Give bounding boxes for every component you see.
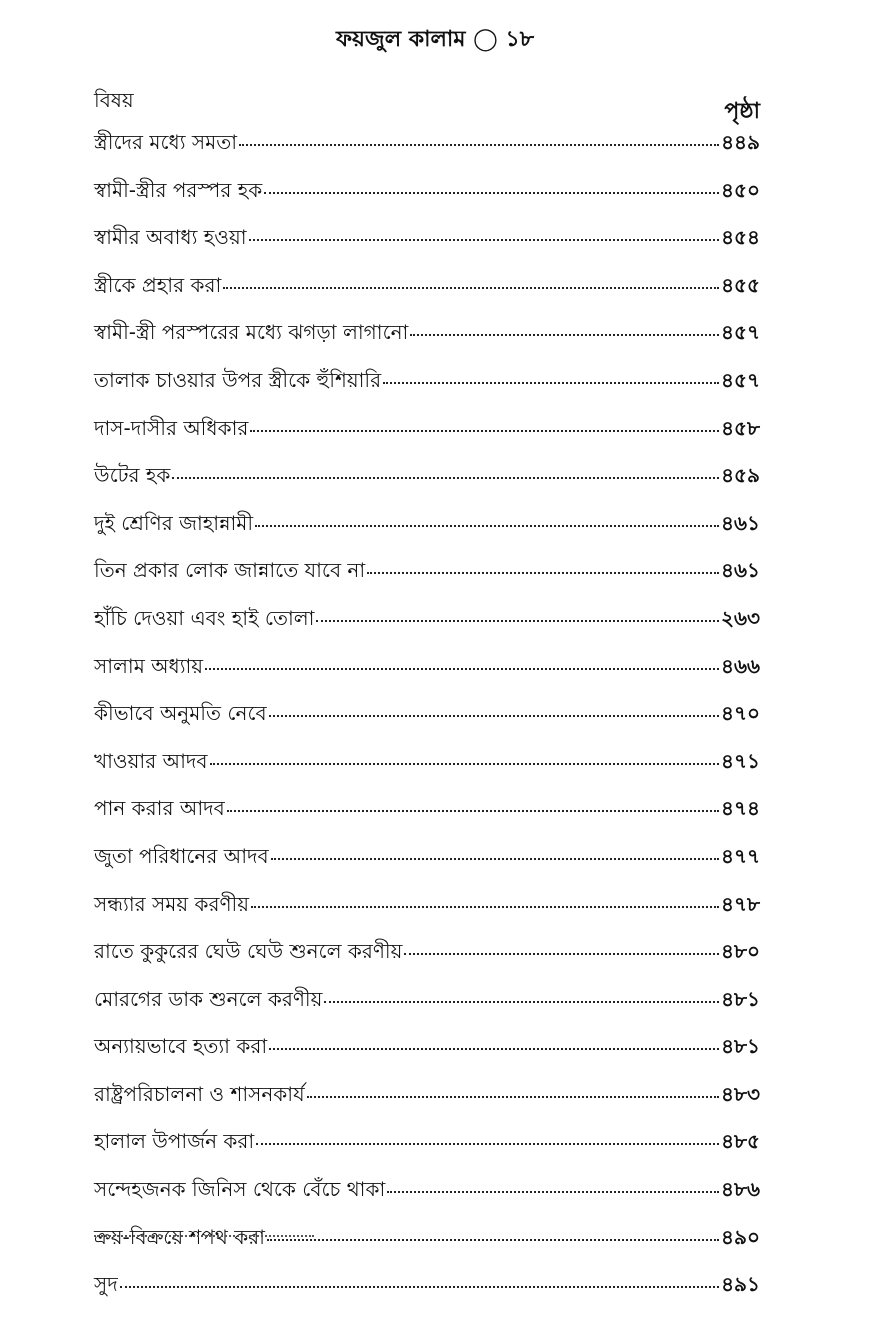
toc-entry-page: ২৬৩ bbox=[720, 605, 760, 630]
toc-entry bbox=[94, 937, 760, 985]
toc-entry bbox=[94, 842, 760, 890]
toc-entry-title: তিন প্রকার লোক জান্নাতে যাবে না bbox=[94, 558, 366, 583]
toc-entry-page: ৪৭৭ bbox=[721, 843, 760, 868]
toc-entry-title: স্ত্রীদের মধ্যে সমতা bbox=[94, 130, 238, 154]
dot-leader bbox=[249, 239, 719, 241]
toc-entry bbox=[94, 890, 760, 938]
toc-entry-title: জুতা পরিধানের আদব bbox=[94, 843, 269, 868]
toc-entry bbox=[94, 461, 760, 509]
toc-entry bbox=[94, 747, 760, 795]
toc-entry-page: ৪৯০ bbox=[721, 1224, 760, 1249]
toc-entry bbox=[94, 176, 760, 224]
toc-entry-page: ৪৮১ bbox=[721, 1034, 760, 1059]
toc-entry bbox=[94, 556, 760, 604]
toc-entry-title: সুদ bbox=[94, 1272, 118, 1297]
toc-entry-title: তালাক চাওয়ার উপর স্ত্রীকে হুঁশিয়ারি bbox=[94, 367, 382, 392]
dot-leader bbox=[269, 1048, 719, 1050]
dot-leader bbox=[404, 953, 719, 955]
toc-entry-title: খাওয়ার আদব bbox=[94, 748, 208, 773]
toc-entry bbox=[94, 128, 760, 176]
dot-leader bbox=[210, 763, 719, 765]
toc-entry-page: ৪৫০ bbox=[721, 177, 760, 202]
toc-entry-page: ৪৫৪ bbox=[721, 225, 760, 250]
dot-leader bbox=[223, 287, 719, 289]
toc-entry bbox=[94, 1032, 760, 1080]
subject-column-label: বিষয় bbox=[94, 88, 134, 112]
dot-leader bbox=[250, 430, 719, 432]
toc-entry-page: ৪৮৫ bbox=[721, 1129, 760, 1154]
toc-entry bbox=[94, 414, 760, 462]
toc-entry bbox=[94, 318, 760, 366]
toc-entry-page: ৪৬১ bbox=[721, 558, 760, 583]
toc-entry-title: হাঁচি দেওয়া এবং হাই তোলা bbox=[94, 605, 315, 630]
toc-entry-title: হালাল উপার্জন করা bbox=[94, 1129, 255, 1154]
column-headings bbox=[94, 86, 760, 126]
toc-entry-title: স্বামী-স্ত্রীর পরস্পর হক bbox=[94, 177, 263, 202]
toc-entry-title: ক্রয়-বিক্রয়ে শপথ করা bbox=[94, 1224, 265, 1249]
toc-entry-page: ৪৫৯ bbox=[721, 463, 760, 488]
page-column-label: পৃষ্ঠা bbox=[724, 99, 760, 124]
dot-leader bbox=[387, 1191, 719, 1193]
dot-leader bbox=[271, 858, 719, 860]
cut-off-line bbox=[94, 1229, 314, 1237]
dot-leader bbox=[316, 620, 719, 622]
toc-entry bbox=[94, 1175, 760, 1223]
dot-leader bbox=[367, 572, 719, 574]
toc-entry-page: ৪৯১ bbox=[721, 1272, 760, 1297]
dot-leader bbox=[120, 1286, 719, 1288]
toc-entry-title: রাষ্ট্রপরিচালনা ও শাসনকার্য bbox=[94, 1081, 305, 1106]
dot-leader bbox=[239, 144, 719, 146]
page-header: ফয়জুল কালাম ◯ ১৮ bbox=[335, 27, 535, 52]
toc-entry-page: ৪৮১ bbox=[721, 986, 760, 1011]
toc-entry-title: সন্ধ্যার সময় করণীয় bbox=[94, 891, 250, 916]
dot-leader bbox=[307, 1096, 719, 1098]
toc-entry bbox=[94, 1080, 760, 1128]
toc-entry-page: ৪৫৭ bbox=[721, 320, 760, 345]
toc-entry-page: ৪৭৪ bbox=[721, 796, 760, 821]
toc-entry bbox=[94, 223, 760, 271]
toc-entry-title: পান করার আদব bbox=[94, 796, 225, 821]
dot-leader bbox=[264, 192, 719, 194]
dot-leader bbox=[324, 1001, 719, 1003]
toc-entry-page: ৪৪৯ bbox=[721, 130, 760, 154]
dot-leader bbox=[172, 477, 719, 479]
toc-entry-title: কীভাবে অনুমতি নেবে bbox=[94, 701, 267, 726]
toc-entry bbox=[94, 1127, 760, 1175]
toc-entry bbox=[94, 985, 760, 1033]
toc-entry-title: রাতে কুকুরের ঘেউ ঘেউ শুনলে করণীয় bbox=[94, 939, 403, 964]
dot-leader bbox=[383, 382, 719, 384]
toc-entry-page: ৪৫৫ bbox=[721, 272, 760, 297]
toc-entry-page: ৪৮৬ bbox=[721, 1177, 760, 1202]
toc-entry bbox=[94, 366, 760, 414]
toc-entry-page: ৪৭০ bbox=[721, 701, 760, 726]
toc-entry-page: ৪৫৮ bbox=[721, 415, 760, 440]
toc-entry-title: উটের হক bbox=[94, 463, 171, 488]
toc-entry bbox=[94, 794, 760, 842]
dot-leader bbox=[256, 1143, 719, 1145]
toc-entry bbox=[94, 509, 760, 557]
toc-entry-title: সালাম অধ্যায় bbox=[94, 653, 204, 678]
toc-entry-title: অন্যায়ভাবে হত্যা করা bbox=[94, 1034, 268, 1059]
dot-leader bbox=[227, 810, 719, 812]
dot-leader bbox=[205, 668, 719, 670]
toc-entry bbox=[94, 699, 760, 747]
toc-entry-title: দুই শ্রেণির জাহান্নামী bbox=[94, 510, 254, 535]
toc-entry bbox=[94, 604, 760, 652]
dot-leader bbox=[251, 906, 719, 908]
dot-leader bbox=[410, 334, 719, 336]
toc-entry-title: মোরগের ডাক শুনলে করণীয় bbox=[94, 986, 323, 1011]
toc-entry-page: ৪৭৮ bbox=[721, 891, 760, 916]
toc-entry-page: ৪৮০ bbox=[721, 939, 760, 964]
table-of-contents bbox=[94, 128, 760, 1318]
toc-entry bbox=[94, 271, 760, 319]
toc-entry-title: দাস-দাসীর অধিকার bbox=[94, 415, 249, 440]
toc-entry-title: স্বামী-স্ত্রী পরস্পরের মধ্যে ঝগড়া লাগানো bbox=[94, 320, 409, 345]
toc-entry-title: স্ত্রীকে প্রহার করা bbox=[94, 272, 222, 297]
toc-entry-title: সন্দেহজনক জিনিস থেকে বেঁচে থাকা bbox=[94, 1177, 386, 1202]
toc-entry-page: ৪৫৭ bbox=[721, 367, 760, 392]
toc-entry-page: ৪৬১ bbox=[721, 510, 760, 535]
toc-entry bbox=[94, 1270, 760, 1318]
toc-entry-page: ৪৮৩ bbox=[721, 1081, 760, 1106]
toc-entry-page: ৪৬৬ bbox=[721, 653, 760, 678]
toc-entry-page: ৪৭১ bbox=[721, 748, 760, 773]
toc-entry bbox=[94, 652, 760, 700]
dot-leader bbox=[269, 715, 719, 717]
toc-entry-title: স্বামীর অবাধ্য হওয়া bbox=[94, 225, 247, 250]
dot-leader bbox=[255, 525, 719, 527]
dot-leader bbox=[267, 1239, 719, 1241]
